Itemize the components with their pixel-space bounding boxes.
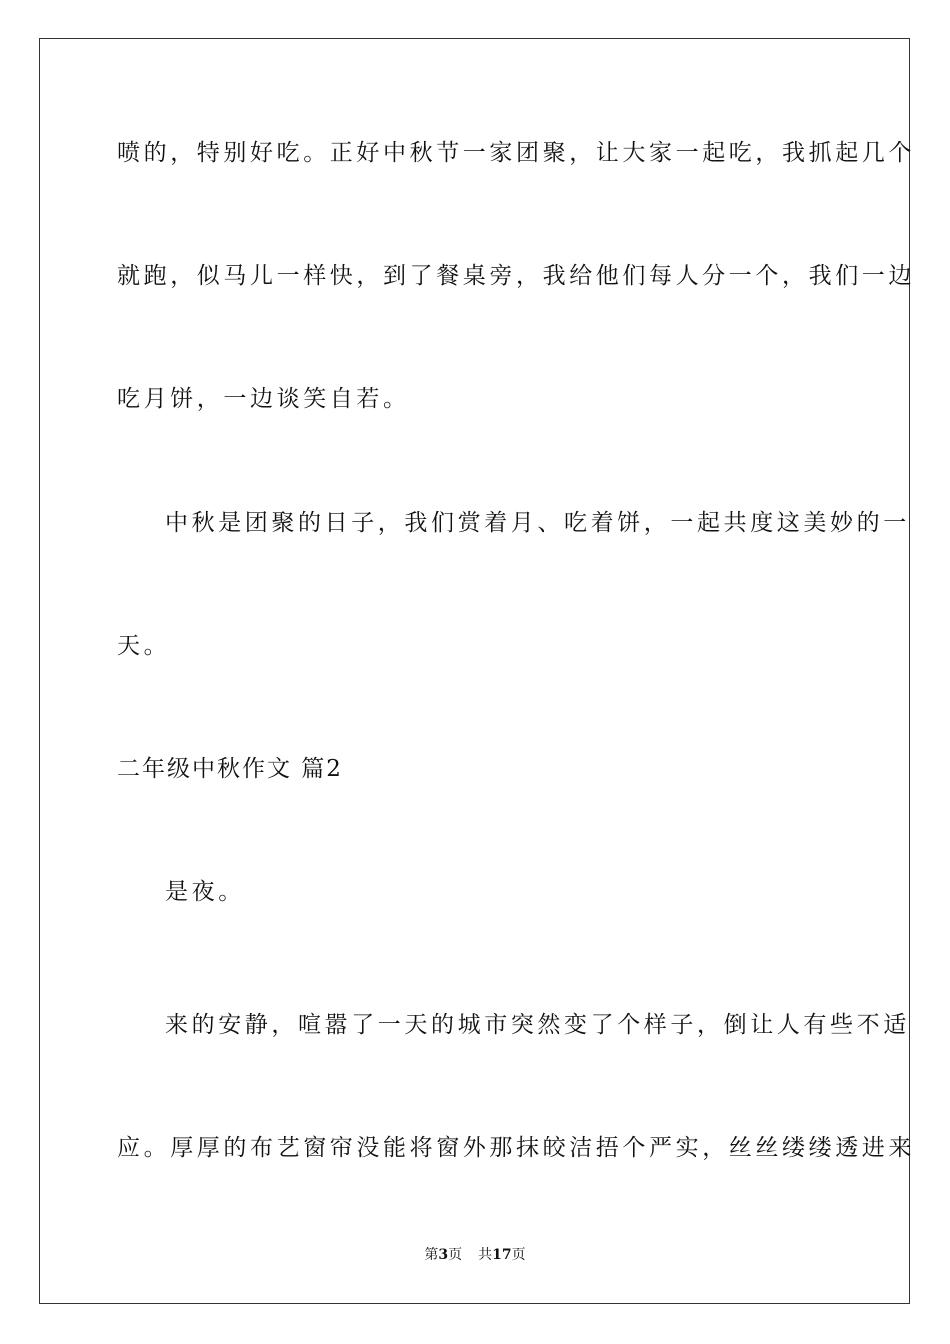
- paragraph-first-line: 来的安静，喧嚣了一天的城市突然变了个样子，倒让人有些不适: [165, 1012, 910, 1038]
- page-border: [39, 38, 910, 1304]
- body-line: 天。: [117, 633, 171, 659]
- paragraph-first-line: 中秋是团聚的日子，我们赏着月、吃着饼，一起共度这美妙的一: [165, 510, 910, 536]
- total-prefix: 共: [478, 1247, 493, 1263]
- total-suffix: 页: [511, 1247, 526, 1263]
- page-suffix: 页: [448, 1247, 463, 1263]
- body-line: 应。厚厚的布艺窗帘没能将窗外那抹皎洁捂个严实，丝丝缕缕透进来: [117, 1135, 915, 1161]
- body-line: 吃月饼，一边谈笑自若。: [117, 386, 410, 412]
- section-heading: 二年级中秋作文 篇2: [117, 756, 343, 782]
- body-line: 就跑，似马儿一样快，到了餐桌旁，我给他们每人分一个，我们一边: [117, 263, 915, 289]
- total-pages: 17: [492, 1247, 512, 1263]
- page-footer: [0, 1246, 950, 1264]
- page-prefix: 第: [424, 1247, 439, 1263]
- page-number: 3: [438, 1247, 449, 1263]
- paragraph-first-line: 是夜。: [165, 879, 245, 905]
- body-line: 喷的，特别好吃。正好中秋节一家团聚，让大家一起吃，我抓起几个: [117, 140, 915, 166]
